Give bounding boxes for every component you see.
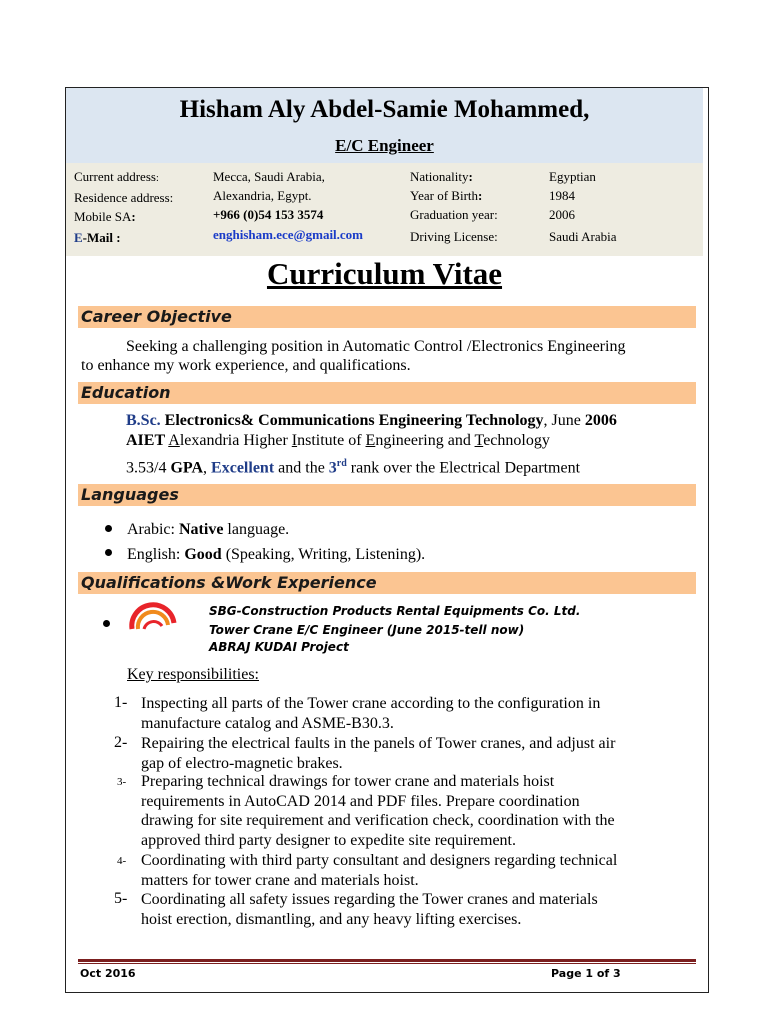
project-name: ABRAJ KUDAI Project — [209, 640, 349, 654]
license-value: Saudi Arabia — [549, 229, 617, 244]
job-title: E/C Engineer — [335, 136, 434, 155]
personal-values-right — [549, 167, 617, 246]
current-address-label: Current address: — [74, 169, 159, 184]
nationality-label: Nationality: — [410, 169, 473, 184]
footer-rule — [78, 963, 696, 964]
bullet-icon — [105, 549, 112, 556]
footer-date: Oct 2016 — [80, 967, 136, 980]
career-text-line-2: to enhance my work experience, and qualifications. — [81, 357, 411, 374]
residence-label: Residence address: — [74, 190, 174, 205]
section-experience: Qualifications &Work Experience — [78, 572, 696, 594]
mobile-label: Mobile SA: — [74, 209, 136, 224]
cv-title: Curriculum Vitae — [266, 256, 503, 291]
education-degree: B.Sc. Electronics& Communications Engineering Technology, June 2006 — [126, 412, 617, 429]
career-text-line-1: Seeking a challenging position in Automatic Control /Electronics Engineering — [126, 338, 626, 355]
license-label: Driving License: — [410, 229, 498, 244]
list-item: Inspecting all parts of the Tower crane according to the configuration in manufacture catalog and ASME-B30.3. — [141, 695, 601, 732]
list-number: 3- — [117, 776, 127, 788]
bullet-icon — [103, 620, 110, 627]
list-number: 2- — [114, 734, 128, 751]
list-number: 4- — [117, 855, 127, 867]
personal-labels-left — [74, 167, 173, 247]
personal-labels-right — [410, 167, 498, 246]
bullet-icon — [105, 525, 112, 532]
email-label: E-Mail : — [74, 230, 121, 245]
birth-value: 1984 — [549, 188, 575, 203]
current-address-value: Mecca, Saudi Arabia, — [213, 169, 325, 184]
company-name: SBG-Construction Products Rental Equipments Co. Ltd. — [209, 604, 581, 618]
list-item: Coordinating with third party consultant and designers regarding technical matters for tower crane and materials hoist. — [141, 852, 618, 889]
list-number: 1- — [114, 694, 128, 711]
section-career-objective: Career Objective — [78, 306, 696, 328]
education-institute: AIET Alexandria Higher Institute of Engineering and Technology — [126, 432, 550, 449]
email-link[interactable]: enghisham.ece@gmail.com — [213, 227, 364, 242]
list-item: Repairing the electrical faults in the panels of Tower cranes, and adjust air gap of electro-magnetic brakes. — [141, 735, 616, 772]
section-languages: Languages — [78, 484, 696, 506]
list-item: Preparing technical drawings for tower crane and materials hoist requirements in AutoCAD 2014 and PDF files. Prepare coordination drawing for site requirement and verification check, coordination with the approved third party designer to expedite site requirement. — [141, 773, 615, 849]
section-education: Education — [78, 382, 696, 404]
nationality-value: Egyptian — [549, 169, 596, 184]
education-gpa: 3.53/4 GPA, Excellent and the 3rd rank over the Electrical Department — [126, 458, 581, 477]
language-item: Arabic: Native language. — [127, 521, 290, 538]
list-item: Coordinating all safety issues regarding the Tower cranes and materials hoist erection, dismantling, and any heavy lifting exercises. — [141, 891, 598, 928]
residence-value: Alexandria, Egypt. — [213, 188, 312, 203]
graduation-label: Graduation year: — [410, 207, 498, 222]
personal-values-left — [213, 167, 363, 244]
list-number: 5- — [114, 890, 128, 907]
language-item: English: Good (Speaking, Writing, Listening). — [127, 546, 426, 563]
responsibilities-heading: Key responsibilities: — [127, 666, 259, 683]
company-logo-icon — [128, 601, 178, 631]
birth-label: Year of Birth: — [410, 188, 483, 203]
page-number: Page 1 of 3 — [551, 967, 621, 980]
position-title: Tower Crane E/C Engineer (June 2015-tell now) — [209, 623, 525, 637]
graduation-value: 2006 — [549, 207, 575, 222]
mobile-value: +966 (0)54 153 3574 — [213, 207, 324, 222]
candidate-name: Hisham Aly Abdel-Samie Mohammed, — [179, 96, 590, 123]
footer-rule — [78, 959, 696, 962]
